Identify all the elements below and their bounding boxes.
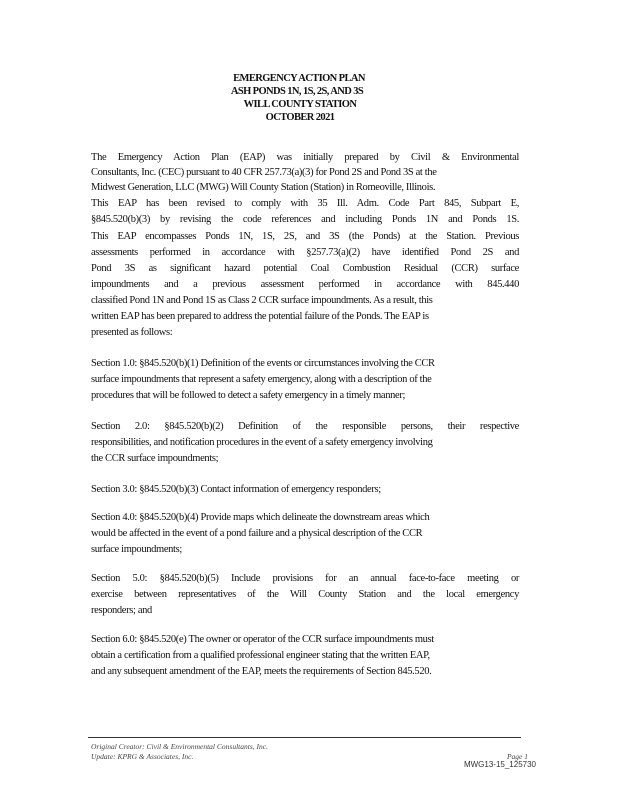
footer-update: Update: KPRG & Associates, Inc. (91, 752, 194, 761)
document-id: MWG13-15_125730 (463, 760, 536, 769)
section-4-line: would be affected in the event of a pond failure and a physical description of the CCR (91, 528, 423, 539)
section-6-line: and any subsequent amendment of the EAP, meets the requirements of Section 845.520. (91, 666, 432, 677)
section-5-line: responders; and (91, 605, 152, 616)
intro-line: Consultants, Inc. (CEC) pursuant to 40 CFR 257.73(a)(3) for Pond 2S and Pond 3S at the (91, 167, 437, 178)
section-1-line: surface impoundments that represent a safety emergency, along with a description of the (91, 374, 432, 385)
title-line: OCTOBER 2021 (265, 112, 335, 123)
section-6-line: Section 6.0: §845.520(e) The owner or operator of the CCR surface impoundments must (91, 634, 434, 645)
section-2-line: responsibilities, and notification procedures in the event of a safety emergency involving (91, 437, 433, 448)
section-5-line: Section 5.0: §845.520(b)(5) Include provisions for an annual face-to-face meeting or (91, 573, 519, 584)
intro-line: This EAP has been revised to comply with 35 Ill. Adm. Code Part 845, Subpart E, (91, 198, 519, 209)
intro-line: This EAP encompasses Ponds 1N, 1S, 2S, and 3S (the Ponds) at the Station. Previous (91, 231, 519, 242)
intro-line: impoundments and a previous assessment performed in accordance with 845.440 (91, 279, 519, 290)
footer-divider (88, 737, 521, 738)
intro-line: presented as follows: (91, 327, 173, 338)
intro-line: written EAP has been prepared to address the potential failure of the Ponds. The EAP is (91, 311, 429, 322)
intro-line: assessments performed in accordance with §257.73(a)(2) have identified Pond 2S and (91, 247, 519, 258)
section-6-line: obtain a certification from a qualified professional engineer stating that the written EAP, (91, 650, 430, 661)
document-title (0, 72, 618, 124)
section-2-line: the CCR surface impoundments; (91, 453, 219, 464)
intro-line: §845.520(b)(3) by revising the code references and including Ponds 1N and Ponds 1S. (91, 214, 519, 225)
section-2-line: Section 2.0: §845.520(b)(2) Definition of the responsible persons, their respective (91, 421, 519, 432)
section-1-line: Section 1.0: §845.520(b)(1) Definition of the events or circumstances involving the CCR (91, 358, 435, 369)
title-line: EMERGENCY ACTION PLAN (233, 73, 365, 84)
intro-line: classified Pond 1N and Pond 1S as Class 2 CCR surface impoundments. As a result, this (91, 295, 433, 306)
footer-creator: Original Creator: Civil & Environmental Consultants, Inc. (91, 742, 268, 751)
section-4-line: Section 4.0: §845.520(b)(4) Provide maps which delineate the downstream areas which (91, 512, 430, 523)
title-line: ASH PONDS 1N, 1S, 2S, AND 3S (230, 86, 364, 97)
section-1-line: procedures that will be followed to detect a safety emergency in a timely manner; (91, 390, 406, 401)
intro-line: The Emergency Action Plan (EAP) was initially prepared by Civil & Environmental (91, 152, 519, 163)
intro-line: Pond 3S as significant hazard potential Coal Combustion Residual (CCR) surface (91, 263, 519, 274)
section-3-line: Section 3.0: §845.520(b)(3) Contact information of emergency responders; (91, 484, 381, 495)
section-4-line: surface impoundments; (91, 544, 182, 555)
page-number: Page 1 (506, 752, 528, 761)
section-5-line: exercise between representatives of the Will County Station and the local emergency (91, 589, 519, 600)
intro-line: Midwest Generation, LLC (MWG) Will County Station (Station) in Romeoville, Illinois. (91, 182, 436, 193)
title-line: WILL COUNTY STATION (243, 99, 357, 110)
